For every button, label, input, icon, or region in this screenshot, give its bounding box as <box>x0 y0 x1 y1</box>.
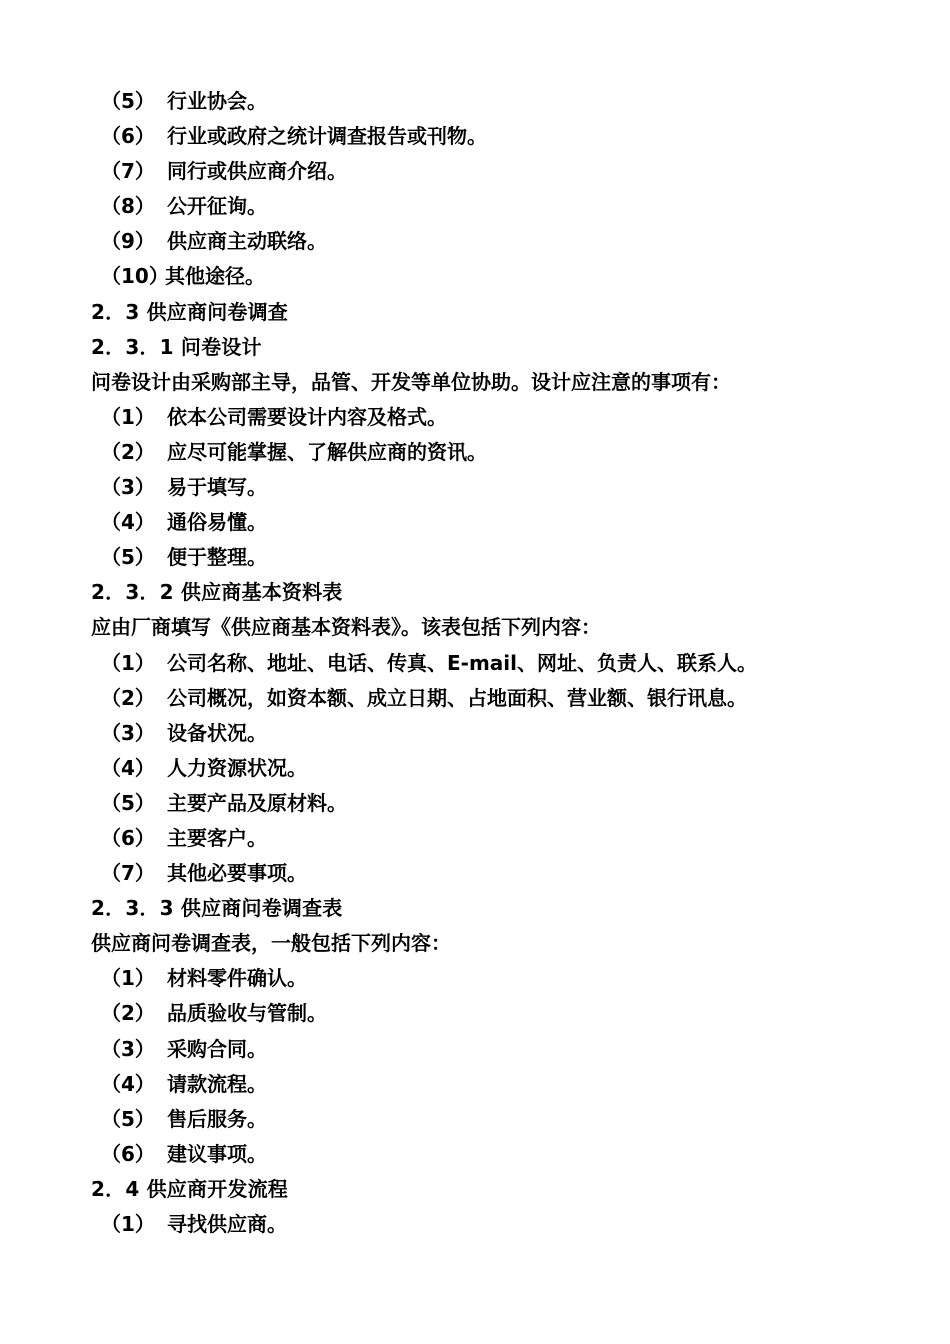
list-text: 其他必要事项。 <box>167 861 307 886</box>
list-number: （6） <box>101 825 155 850</box>
list-text: 易于填写。 <box>167 475 267 500</box>
list-number: （3） <box>101 475 155 500</box>
list-item <box>0 259 950 294</box>
list-number: （3） <box>101 720 155 745</box>
list-text: 便于整理。 <box>167 545 267 570</box>
subsection-heading: 2．3．3 供应商问卷调查表 <box>91 896 343 921</box>
list-item <box>0 681 950 716</box>
list-text: 材料零件确认。 <box>167 966 307 991</box>
list-item <box>0 224 950 259</box>
list-item <box>0 154 950 189</box>
list-text: 公司概况，如资本额、成立日期、占地面积、营业额、银行讯息。 <box>167 685 747 710</box>
list-item <box>0 1067 950 1102</box>
list-text: 人力资源状况。 <box>167 755 307 780</box>
list-number: （9） <box>101 229 155 254</box>
paragraph: 供应商问卷调查表，一般包括下列内容： <box>91 931 451 956</box>
list-number: （4） <box>101 510 155 535</box>
list-number: （3） <box>101 1036 155 1061</box>
list-text: 依本公司需要设计内容及格式。 <box>167 404 447 429</box>
list-number: （7） <box>101 861 155 886</box>
list-item <box>0 119 950 154</box>
list-number: （1） <box>101 404 155 429</box>
list-number: （6） <box>101 1141 155 1166</box>
list-number: （1） <box>101 1212 155 1236</box>
list-text: 主要客户。 <box>167 825 267 850</box>
list-text: 行业或政府之统计调查报告或刊物。 <box>167 124 487 149</box>
list-item <box>0 470 950 505</box>
document-body <box>0 84 950 1242</box>
list-item <box>0 751 950 786</box>
list-text: 公开征询。 <box>167 194 267 219</box>
list-text: 设备状况。 <box>167 720 267 745</box>
list-item <box>0 856 950 891</box>
list-number: （5） <box>101 89 155 113</box>
list-text: 应尽可能掌握、了解供应商的资讯。 <box>167 439 487 464</box>
list-number: （2） <box>101 685 155 710</box>
list-text: 售后服务。 <box>167 1106 267 1131</box>
list-item <box>0 646 950 681</box>
list-item <box>0 961 950 996</box>
section-heading: 2．3 供应商问卷调查 <box>91 299 288 324</box>
list-item <box>0 1137 950 1172</box>
list-item <box>0 1102 950 1137</box>
list-item <box>0 400 950 435</box>
list-text: 主要产品及原材料。 <box>167 790 347 815</box>
list-text: 建议事项。 <box>167 1141 267 1166</box>
list-item <box>0 189 950 224</box>
list-number: （2） <box>101 439 155 464</box>
list-number: （7） <box>101 159 155 184</box>
list-number: （8） <box>101 194 155 219</box>
list-number: （5） <box>101 545 155 570</box>
list-text: 同行或供应商介绍。 <box>167 159 347 184</box>
list-number: （5） <box>101 1106 155 1131</box>
list-item <box>0 1032 950 1067</box>
subsection-heading: 2．3．2 供应商基本资料表 <box>91 580 343 605</box>
list-text: 通俗易懂。 <box>167 510 267 535</box>
list-text: 请款流程。 <box>167 1071 267 1096</box>
list-item <box>0 786 950 821</box>
list-text: 公司名称、地址、电话、传真、E-mail、网址、负责人、联系人。 <box>167 650 758 675</box>
list-number: （4） <box>101 755 155 780</box>
list-text: 品质验收与管制。 <box>167 1001 327 1026</box>
list-number: （5） <box>101 790 155 815</box>
list-item <box>0 821 950 856</box>
list-item <box>0 540 950 575</box>
list-item <box>0 84 950 119</box>
list-number: （6） <box>101 124 155 149</box>
list-item <box>0 505 950 540</box>
section-heading: 2．4 供应商开发流程 <box>91 1176 288 1201</box>
list-text: 其他途径。 <box>165 264 265 289</box>
list-number: （10） <box>101 264 169 289</box>
list-item <box>0 1207 950 1242</box>
list-number: （2） <box>101 1001 155 1026</box>
list-item <box>0 435 950 470</box>
list-text: 寻找供应商。 <box>167 1212 287 1236</box>
list-number: （1） <box>101 966 155 991</box>
list-text: 供应商主动联络。 <box>167 229 327 254</box>
paragraph: 问卷设计由采购部主导，品管、开发等单位协助。设计应注意的事项有： <box>91 369 731 394</box>
list-number: （1） <box>101 650 155 675</box>
list-text: 行业协会。 <box>167 89 267 113</box>
list-item <box>0 716 950 751</box>
list-item <box>0 996 950 1031</box>
paragraph: 应由厂商填写《供应商基本资料表》。该表包括下列内容： <box>91 615 601 640</box>
list-text: 采购合同。 <box>167 1036 267 1061</box>
subsection-heading: 2．3．1 问卷设计 <box>91 334 262 359</box>
list-number: （4） <box>101 1071 155 1096</box>
